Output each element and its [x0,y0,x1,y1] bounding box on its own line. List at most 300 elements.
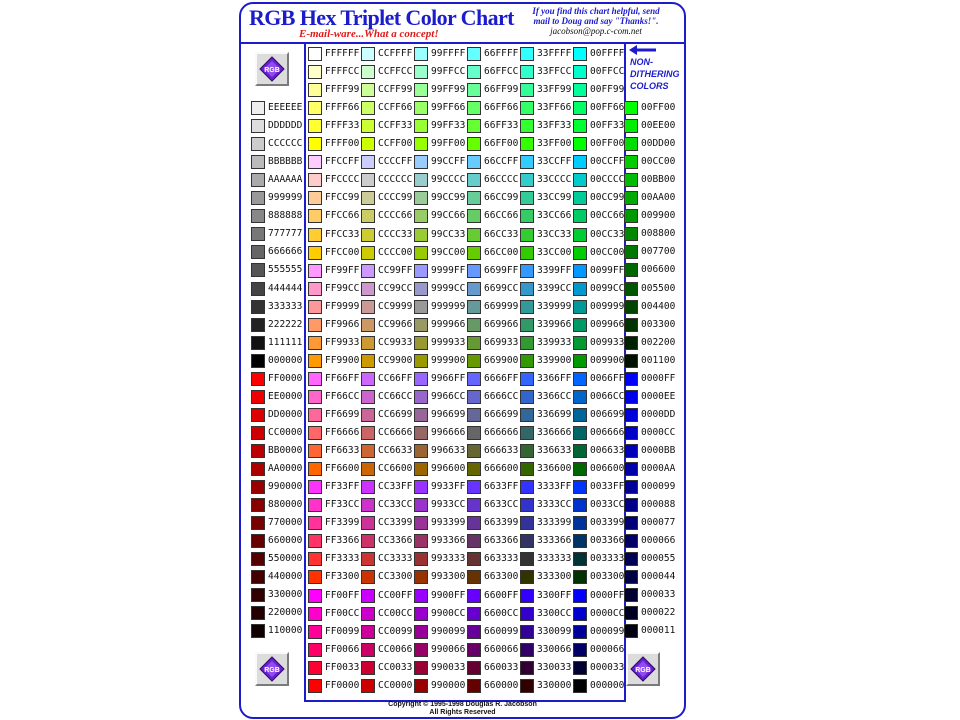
hex-code: 880000 [268,499,303,511]
color-swatch [361,137,375,151]
color-swatch [520,570,534,584]
hex-code: 330066 [537,643,572,655]
hex-code: 339966 [537,318,572,330]
hex-code: 666600 [484,463,519,475]
hex-code: 99FF66 [431,102,466,114]
hex-code: FFCCFF [325,156,360,168]
hex-code: CC0033 [378,661,413,673]
hex-code: 00DD00 [641,138,676,150]
color-swatch [520,264,534,278]
color-swatch [467,83,481,97]
hex-code: 33FF33 [537,120,572,132]
color-swatch [414,137,428,151]
svg-text:RGB: RGB [264,67,280,74]
hex-code: AA0000 [268,463,303,474]
color-swatch [467,498,481,512]
color-swatch [414,83,428,97]
color-swatch [573,173,587,187]
hex-code: FF6633 [325,445,360,457]
color-swatch [251,552,265,566]
color-swatch [624,245,638,259]
color-swatch [308,643,322,657]
hex-code: CC0099 [378,625,413,637]
hex-code: 0000DD [641,408,676,420]
hex-code: FF3399 [325,517,360,529]
color-swatch [467,47,481,61]
hex-code: 003399 [590,517,625,529]
color-swatch [414,498,428,512]
hex-code: 336666 [537,427,572,439]
non-dithering-label [630,56,680,92]
color-swatch [308,372,322,386]
color-swatch [520,444,534,458]
hex-code: 003300 [590,571,625,583]
hex-code: 99CC99 [431,192,466,204]
hex-code: FFFF00 [325,138,360,150]
hex-code: 9999FF [431,264,466,276]
hex-code: FF33FF [325,481,360,493]
hex-code: 00FF00 [641,102,676,113]
hex-code: FF0000 [325,679,360,691]
hex-code: 339999 [537,300,572,312]
color-swatch [308,480,322,494]
hex-code: 0000CC [590,607,625,619]
hex-code: FF9999 [325,300,360,312]
hex-code: CC0000 [268,426,303,438]
hex-code: FF3300 [325,571,360,583]
hex-code: 9933FF [431,481,466,493]
hex-code: 660000 [484,679,519,691]
hex-code: 3399CC [537,282,572,294]
color-swatch [467,390,481,404]
hex-code: 660033 [484,661,519,673]
color-swatch [251,498,265,512]
color-swatch [251,101,265,115]
color-swatch [361,570,375,584]
hex-code: 333366 [537,535,572,547]
color-swatch [573,264,587,278]
color-swatch [361,408,375,422]
copyright-text: Copyright © 1995-1998 Douglas R. Jacobson [388,701,537,708]
hex-code: 666666 [484,427,519,439]
color-swatch [520,318,534,332]
hex-code: 993366 [431,535,466,547]
color-swatch [361,264,375,278]
color-swatch [624,282,638,296]
color-swatch [520,101,534,115]
color-swatch [573,589,587,603]
hex-code: 9966CC [431,390,466,402]
color-swatch [467,661,481,675]
hex-code: 666699 [484,409,519,420]
thanks-note-line2: mail to Doug and say "Thanks!". [533,16,659,26]
color-swatch [361,607,375,621]
color-swatch [573,47,587,61]
hex-code: DD0000 [268,408,303,420]
color-swatch [467,336,481,350]
color-swatch [520,83,534,97]
hex-code: FFFF66 [325,102,360,114]
hex-code: FF00FF [325,589,360,601]
hex-code: 000022 [641,607,676,619]
color-swatch [251,534,265,548]
color-swatch [308,83,322,97]
hex-code: 996633 [431,445,466,457]
hex-code: 99CCCC [431,174,466,186]
color-swatch [308,318,322,332]
hex-code: CC33CC [378,499,413,511]
rgb-cube-logo-icon [255,52,289,86]
color-swatch [573,101,587,115]
hex-code: 99FFCC [431,66,466,78]
hex-code: 663399 [484,517,519,529]
non-dithering-line3: COLORS [630,81,669,91]
hex-code: 003366 [590,535,625,547]
color-swatch [251,245,265,259]
color-swatch [361,47,375,61]
color-swatch [414,480,428,494]
hex-code: CCFF99 [378,84,413,96]
color-swatch [624,462,638,476]
hex-code: FFFF33 [325,120,360,132]
color-swatch [467,65,481,79]
color-swatch [573,65,587,79]
color-swatch [573,282,587,296]
hex-code: 000099 [590,625,625,637]
color-swatch [308,625,322,639]
hex-code: 333300 [537,571,572,583]
color-swatch [520,47,534,61]
hex-code: 777777 [268,228,303,240]
hex-code: FF66CC [325,390,360,402]
svg-text:RGB: RGB [264,667,280,674]
hex-code: 660000 [268,535,303,547]
color-swatch [520,516,534,530]
hex-code: CC00FF [378,589,413,601]
color-swatch [624,191,638,205]
color-swatch [467,643,481,657]
hex-code: 009900 [590,354,625,366]
color-swatch [361,552,375,566]
hex-code: 000055 [641,553,676,565]
hex-code: CCFF33 [378,120,413,132]
chart-header [241,4,684,44]
color-swatch [520,408,534,422]
hex-code: 33FF66 [537,102,572,114]
color-swatch [573,155,587,169]
color-swatch [467,589,481,603]
rgb-cube-logo-icon [255,652,289,686]
hex-code: 00CCCC [590,174,625,186]
hex-code: CC6600 [378,463,413,475]
hex-code: 33FFCC [537,66,572,78]
color-swatch [573,318,587,332]
color-swatch [467,354,481,368]
color-swatch [361,498,375,512]
color-swatch [308,282,322,296]
color-swatch [520,354,534,368]
hex-code: 99FFFF [431,48,466,59]
hex-code: CC99CC [378,282,413,294]
color-swatch [520,643,534,657]
non-dithering-line1: NON- [630,57,653,67]
color-swatch [467,462,481,476]
hex-code: 33CC33 [537,228,572,240]
color-swatch [520,282,534,296]
color-swatch [251,137,265,151]
hex-code: 999999 [268,192,303,204]
hex-code: AAAAAA [268,174,303,186]
hex-code: 009966 [590,318,625,330]
hex-code: FFFFCC [325,66,360,78]
hex-code: CCCC66 [378,210,413,222]
hex-code: 006600 [641,264,676,276]
hex-code: CC0000 [378,679,413,691]
hex-code: 330033 [537,661,572,673]
color-swatch [308,354,322,368]
color-swatch [361,480,375,494]
color-swatch [361,191,375,205]
color-swatch [414,191,428,205]
hex-code: 006600 [590,463,625,475]
color-swatch [414,426,428,440]
color-swatch [414,209,428,223]
color-swatch [467,101,481,115]
hex-code: CC99FF [378,264,413,276]
color-swatch [414,354,428,368]
color-swatch [573,552,587,566]
hex-code: 3333CC [537,499,572,511]
color-swatch [251,155,265,169]
color-swatch [414,607,428,621]
hex-code: 66CC99 [484,192,519,204]
color-swatch [414,570,428,584]
hex-code: CC66CC [378,390,413,402]
hex-code: 990066 [431,643,466,655]
color-swatch [573,372,587,386]
color-swatch [308,119,322,133]
hex-code: 9900CC [431,607,466,619]
hex-code: 669999 [484,300,519,312]
hex-code: FFCC00 [325,246,360,258]
hex-code: 3366CC [537,390,572,402]
hex-code: 66FF00 [484,138,519,150]
color-swatch [520,589,534,603]
hex-code: 00CC99 [590,192,625,204]
hex-code: 00CC00 [641,156,676,168]
hex-code: 993399 [431,517,466,529]
hex-code: FFCC33 [325,228,360,240]
color-swatch [573,426,587,440]
hex-code: 669966 [484,318,519,330]
hex-code: 66CC33 [484,228,519,240]
color-swatch [361,444,375,458]
color-swatch [467,282,481,296]
hex-code: CC3300 [378,571,413,583]
hex-code: 3300FF [537,589,572,601]
color-swatch [624,119,638,133]
color-swatch [520,480,534,494]
color-swatch [251,227,265,241]
color-swatch [251,516,265,530]
color-swatch [520,498,534,512]
hex-code: 0066CC [590,390,625,402]
hex-code: FF99FF [325,264,360,276]
color-swatch [361,354,375,368]
color-swatch [624,318,638,332]
color-swatch [361,336,375,350]
hex-code: 0033FF [590,481,625,493]
color-swatch [467,119,481,133]
color-swatch [361,173,375,187]
non-dithering-note [626,42,684,97]
color-swatch [308,552,322,566]
hex-code: 6666FF [484,372,519,384]
hex-code: 6600CC [484,607,519,619]
hex-code: 002200 [641,336,676,348]
color-swatch [467,300,481,314]
color-swatch [308,101,322,115]
color-swatch [414,408,428,422]
hex-code: 9999CC [431,282,466,294]
hex-code: 990000 [431,679,466,691]
hex-code: 00FF99 [590,84,625,96]
color-swatch [361,246,375,260]
hex-code: 009933 [590,336,625,348]
hex-code: CCFF66 [378,102,413,114]
color-swatch [573,228,587,242]
hex-code: FFFF99 [325,84,360,96]
color-swatch [308,408,322,422]
color-swatch [414,372,428,386]
hex-code: 003333 [590,553,625,565]
color-swatch [308,137,322,151]
hex-code: FF33CC [325,499,360,511]
color-swatch [414,390,428,404]
color-swatch [624,101,638,115]
hex-code: 000066 [641,535,676,547]
hex-code: CC3366 [378,535,413,547]
hex-code: FF9933 [325,336,360,348]
hex-code: CC6633 [378,445,413,457]
hex-code: 006699 [590,409,625,420]
hex-code: 222222 [268,318,303,330]
hex-code: 555555 [268,264,303,276]
color-swatch [414,462,428,476]
hex-code: FF0033 [325,661,360,673]
hex-code: FF99CC [325,282,360,294]
hex-code: 99FF99 [431,84,466,96]
hex-code: 00EE00 [641,120,676,132]
color-swatch [520,191,534,205]
color-swatch [251,624,265,638]
color-swatch [624,300,638,314]
hex-code: 000066 [590,643,625,655]
copyright-footer [241,701,684,717]
color-swatch [624,336,638,350]
hex-code: 66FFCC [484,66,519,78]
hex-code: 3300CC [537,607,572,619]
hex-code: CCFFFF [378,48,413,59]
color-swatch [624,354,638,368]
color-swatch [624,227,638,241]
svg-text:RGB: RGB [635,667,651,674]
hex-code: 666633 [484,445,519,457]
hex-code: 111111 [268,336,303,348]
hex-code: 003300 [641,318,676,330]
hex-code: 00FFFF [590,48,625,59]
hex-code: 6666CC [484,390,519,402]
color-swatch [414,119,428,133]
hex-code: 99CCFF [431,156,466,168]
color-swatch [624,209,638,223]
hex-code: FF9966 [325,318,360,330]
color-swatch [467,444,481,458]
hex-code: 0000AA [641,463,676,474]
color-swatch [573,607,587,621]
hex-code: 110000 [268,625,303,637]
hex-code: 6600FF [484,589,519,601]
hex-code: 66CCFF [484,156,519,168]
color-swatch [361,209,375,223]
color-swatch [308,228,322,242]
color-swatch [361,661,375,675]
color-swatch [251,426,265,440]
non-dithering-line2: DITHERING [630,69,680,79]
hex-code: 990000 [268,481,303,493]
color-swatch [467,137,481,151]
hex-code: 666666 [268,246,303,258]
color-swatch [467,534,481,548]
hex-code: 006666 [590,427,625,439]
rgb-cube-logo-icon [626,652,660,686]
color-swatch [251,119,265,133]
color-swatch [624,408,638,422]
hex-code: 00BB00 [641,174,676,186]
color-swatch [251,318,265,332]
hex-code: 00CCFF [590,156,625,168]
rgb-cube-logo-graphic [257,54,287,84]
color-swatch [414,47,428,61]
color-swatch [573,462,587,476]
color-swatch [573,246,587,260]
color-swatch [624,534,638,548]
hex-code: 999900 [431,354,466,366]
color-swatch [573,137,587,151]
color-swatch [467,318,481,332]
color-swatch [361,462,375,476]
color-swatch [467,155,481,169]
hex-code: 6633FF [484,481,519,493]
color-swatch [308,444,322,458]
hex-code: 330000 [268,589,303,601]
hex-code: CC0066 [378,643,413,655]
hex-code: FFCCCC [325,174,360,186]
hex-code: 990099 [431,625,466,637]
arrow-left-icon [628,44,658,56]
hex-code: 993300 [431,571,466,583]
color-swatch [520,228,534,242]
color-swatch [573,390,587,404]
hex-code: 33CC99 [537,192,572,204]
color-swatch [520,625,534,639]
color-swatch [361,426,375,440]
hex-code: FF66FF [325,372,360,384]
thanks-note [511,6,681,36]
color-swatch [308,462,322,476]
hex-code: 0000EE [641,390,676,402]
hex-code: 669900 [484,354,519,366]
